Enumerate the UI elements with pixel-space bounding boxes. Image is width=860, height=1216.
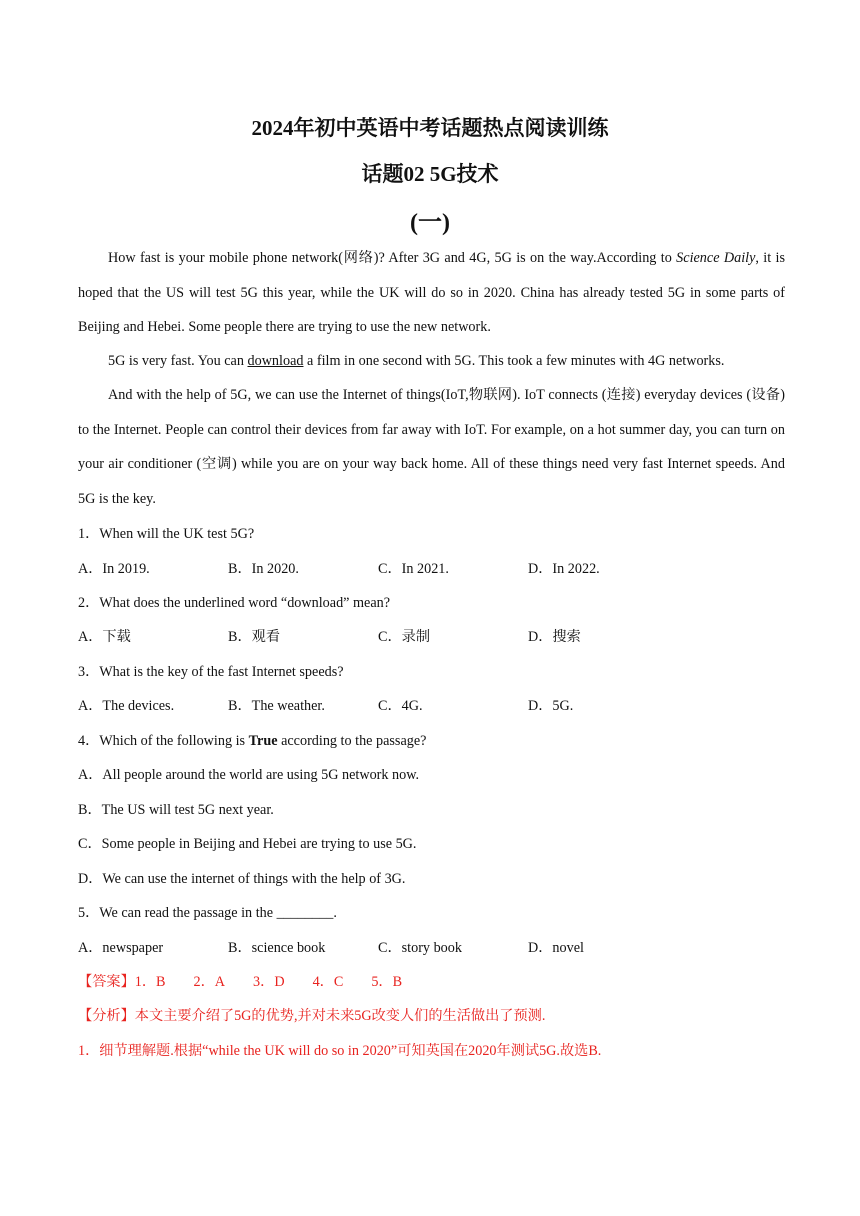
source-name: Science Daily: [676, 250, 756, 266]
section-title: (一): [410, 210, 450, 236]
analysis-detail: 1．细节理解题.根据“while the UK will do so in 2020”可知英国在2020年测试5G.故选B.: [78, 1043, 602, 1059]
stem-emphasis: True: [248, 733, 278, 749]
answer-item: 2．A: [193, 974, 226, 990]
question-4-option-c[interactable]: C．Some people in Beijing and Hebei are trying to use 5G.: [78, 836, 417, 852]
analysis-text: 本文主要介绍了5G的优势,并对未来5G改变人们的生活做出了预测.: [134, 1008, 546, 1024]
question-1-option-c[interactable]: C．In 2021.: [378, 561, 449, 577]
stem-text: according to the passage?: [277, 733, 427, 749]
question-3-option-d[interactable]: D．5G.: [528, 698, 574, 714]
question-2-option-d[interactable]: D．搜索: [528, 629, 581, 645]
stem-text: 4．Which of the following is: [78, 733, 249, 749]
question-3-option-c[interactable]: C．4G.: [378, 698, 423, 714]
question-5-option-c[interactable]: C．story book: [378, 940, 462, 956]
question-4-option-a[interactable]: A．All people around the world are using 5G network now.: [78, 767, 420, 783]
answer-item: 4．C: [312, 974, 344, 990]
question-3-stem: 3．What is the key of the fast Internet speeds?: [78, 664, 344, 680]
question-5-option-a[interactable]: A．newspaper: [78, 940, 164, 956]
question-2-stem: 2．What does the underlined word “download” mean?: [78, 595, 391, 611]
question-3-option-a[interactable]: A．The devices.: [78, 698, 175, 714]
answer-label: 【答案】: [78, 974, 135, 990]
question-3-option-b[interactable]: B．The weather.: [228, 698, 325, 714]
question-1-option-a[interactable]: A．In 2019.: [78, 561, 150, 577]
analysis-summary: [78, 1006, 545, 1026]
question-5-stem: 5．We can read the passage in the ________.: [78, 905, 337, 921]
answer-item: 3．D: [253, 974, 285, 990]
passage-paragraph-1: [78, 241, 785, 345]
answer-key: [78, 972, 402, 992]
underlined-word: download: [247, 353, 304, 369]
paragraph-text: , it is hoped that the US will test 5G this year, while the UK will do so in 2020. China has already tested 5G in some parts of Beijing and Hebei. Some people there are trying to use the new network.: [78, 250, 785, 335]
analysis-label: 【分析】: [78, 1008, 135, 1024]
question-1-option-d[interactable]: D．In 2022.: [528, 561, 600, 577]
passage-paragraph-2: [78, 344, 785, 379]
passage-paragraph-3: And with the help of 5G, we can use the Internet of things(IoT,物联网). IoT connects (连接) everyday devices (设备) to the Internet. People can control their devices from far away with IoT. For example, on a hot summer day, you can turn on your air conditioner (空调) while you are on your way back home. All of these things need very fast Internet speeds. And 5G is the key.: [78, 387, 785, 507]
paragraph-text: a film in one second with 5G. This took a few minutes with 4G networks.: [303, 353, 725, 369]
question-2-option-c[interactable]: C．录制: [378, 629, 431, 645]
question-4-option-d[interactable]: D．We can use the internet of things with the help of 3G.: [78, 871, 406, 887]
main-title: 2024年初中英语中考话题热点阅读训练: [251, 116, 609, 140]
question-5-option-d[interactable]: D．novel: [528, 940, 584, 956]
answer-item: 1．B: [134, 974, 166, 990]
paragraph-text: 5G is very fast. You can: [108, 353, 248, 369]
question-2-option-b[interactable]: B．观看: [228, 629, 281, 645]
question-5-option-b[interactable]: B．science book: [228, 940, 326, 956]
answer-item: 5．B: [371, 974, 403, 990]
question-2-option-a[interactable]: A．下载: [78, 629, 131, 645]
question-4-stem: [78, 731, 426, 751]
question-1-option-b[interactable]: B．In 2020.: [228, 561, 299, 577]
topic-title: 话题02 5G技术: [361, 162, 499, 186]
paragraph-text: How fast is your mobile phone network(网络)? After 3G and 4G, 5G is on the way.According to: [108, 250, 677, 266]
question-4-option-b[interactable]: B．The US will test 5G next year.: [78, 802, 274, 818]
question-1-stem: 1．When will the UK test 5G?: [78, 526, 255, 542]
